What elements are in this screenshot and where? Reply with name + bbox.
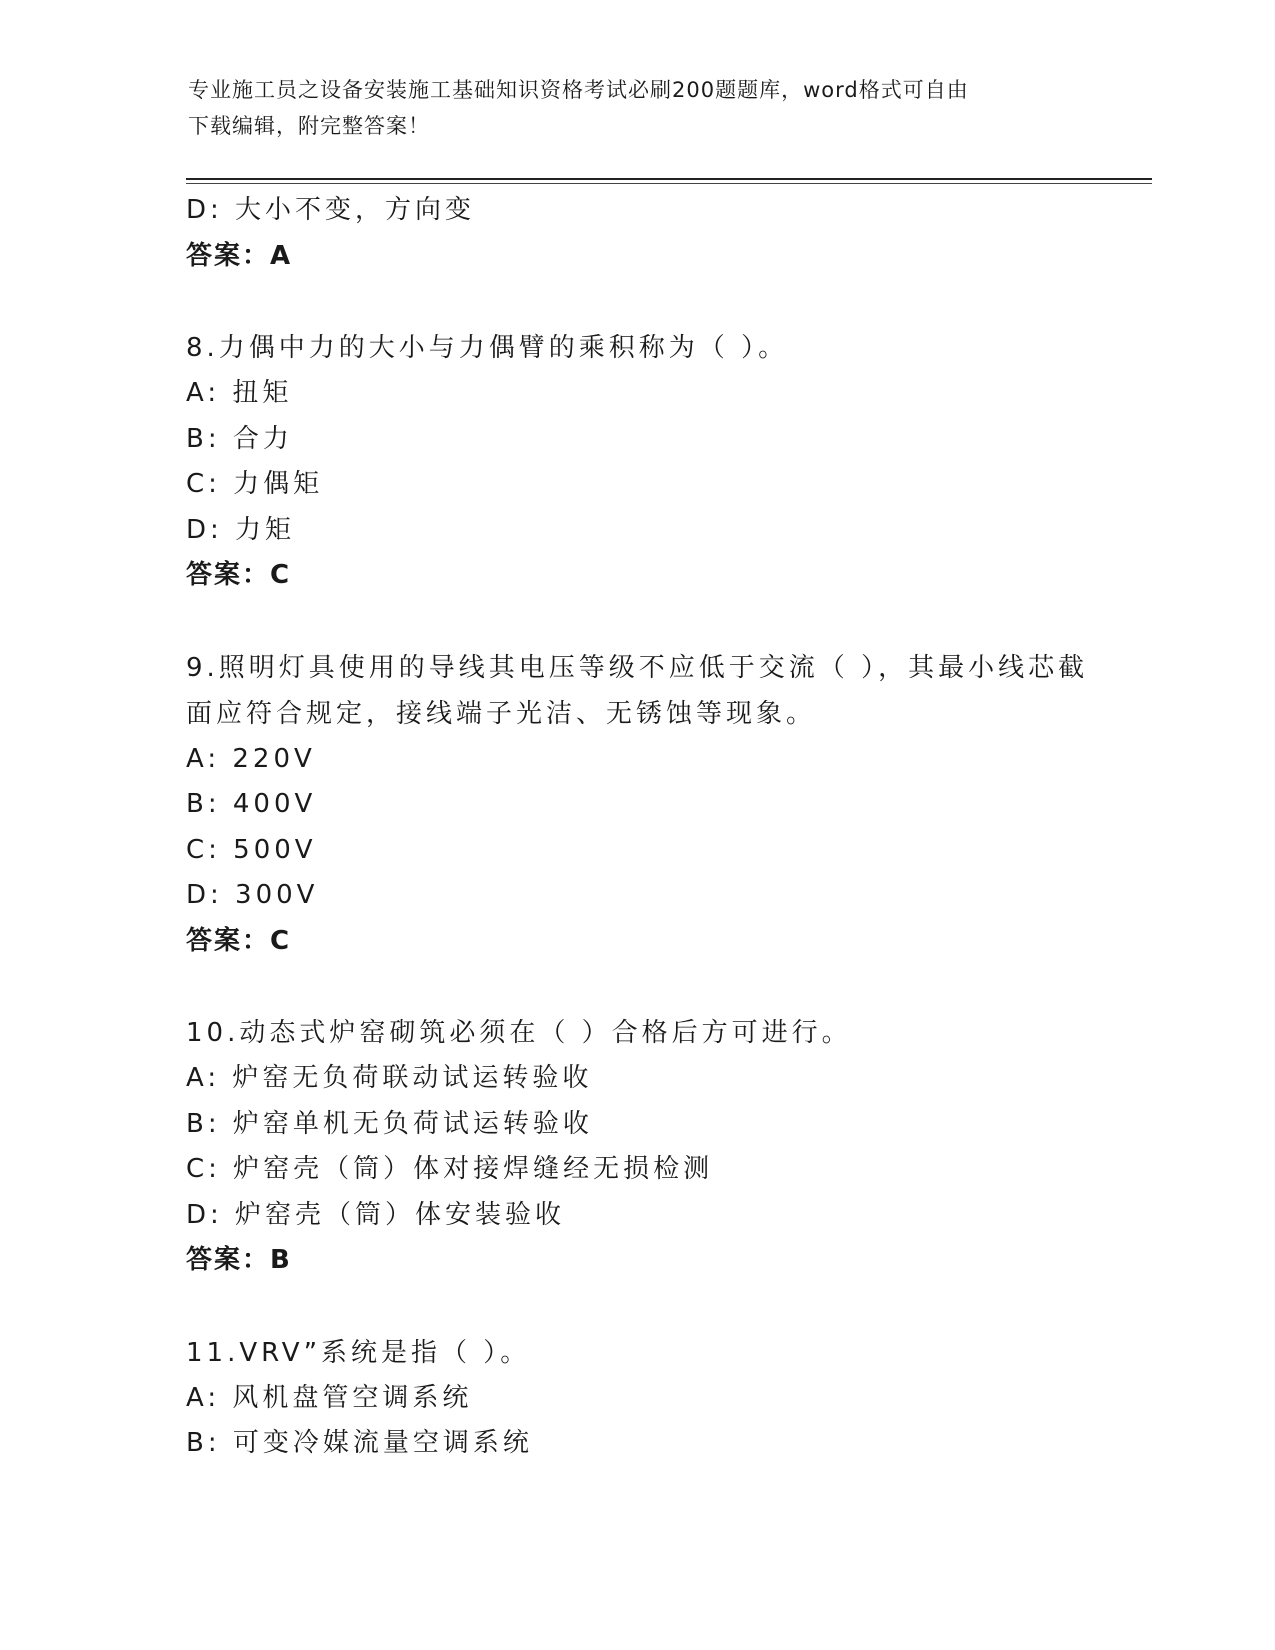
answer: 答案：B	[186, 1245, 292, 1275]
option-b: B: 炉窑单机无负荷试运转验收	[186, 1108, 593, 1139]
option-b: B: 400V	[186, 789, 317, 819]
question-text-line-2: 面应符合规定，接线端子光洁、无锈蚀等现象。	[186, 698, 817, 729]
question-text-line-1: 9.照明灯具使用的导线其电压等级不应低于交流（ ），其最小线芯截	[186, 652, 1089, 683]
header-line-1: 专业施工员之设备安装施工基础知识资格考试必刷200题题库，word格式可自由	[188, 78, 969, 102]
question-list	[186, 188, 1146, 1467]
question-text: 8.力偶中力的大小与力偶臂的乘积称为（ ）。	[186, 333, 789, 363]
option-b: B: 可变冷媒流量空调系统	[186, 1428, 533, 1458]
answer: 答案：C	[186, 925, 292, 956]
question-text: 10.动态式炉窑砌筑必须在（ ）合格后方可进行。	[186, 1018, 852, 1048]
option-d: D: 炉窑壳（筒）体安装验收	[186, 1199, 566, 1230]
question-text: 11.VRV”系统是指（ ）。	[186, 1337, 531, 1368]
option-d: D: 大小不变，方向变	[186, 195, 476, 225]
option-a: A: 扭矩	[186, 378, 293, 408]
header-divider-thick	[186, 178, 1152, 180]
document-header	[188, 72, 1088, 144]
answer: 答案：A	[186, 240, 293, 271]
option-a: A: 风机盘管空调系统	[186, 1382, 473, 1413]
question-10	[186, 1010, 1146, 1284]
header-line-2: 下载编辑，附完整答案！	[188, 114, 430, 138]
question-9	[186, 645, 1146, 965]
option-b: B: 合力	[186, 423, 293, 454]
answer: 答案：C	[186, 560, 292, 590]
option-c: C: 炉窑壳（筒）体对接焊缝经无损检测	[186, 1154, 714, 1184]
option-c: C: 力偶矩	[186, 469, 324, 499]
option-d: D: 300V	[186, 880, 319, 910]
header-divider-thin	[186, 183, 1152, 184]
question-7-tail	[186, 188, 1146, 279]
option-d: D: 力矩	[186, 514, 296, 545]
question-11	[186, 1330, 1146, 1467]
question-8	[186, 325, 1146, 599]
option-a: A: 220V	[186, 743, 316, 774]
option-c: C: 500V	[186, 834, 317, 865]
option-a: A: 炉窑无负荷联动试运转验收	[186, 1063, 593, 1093]
